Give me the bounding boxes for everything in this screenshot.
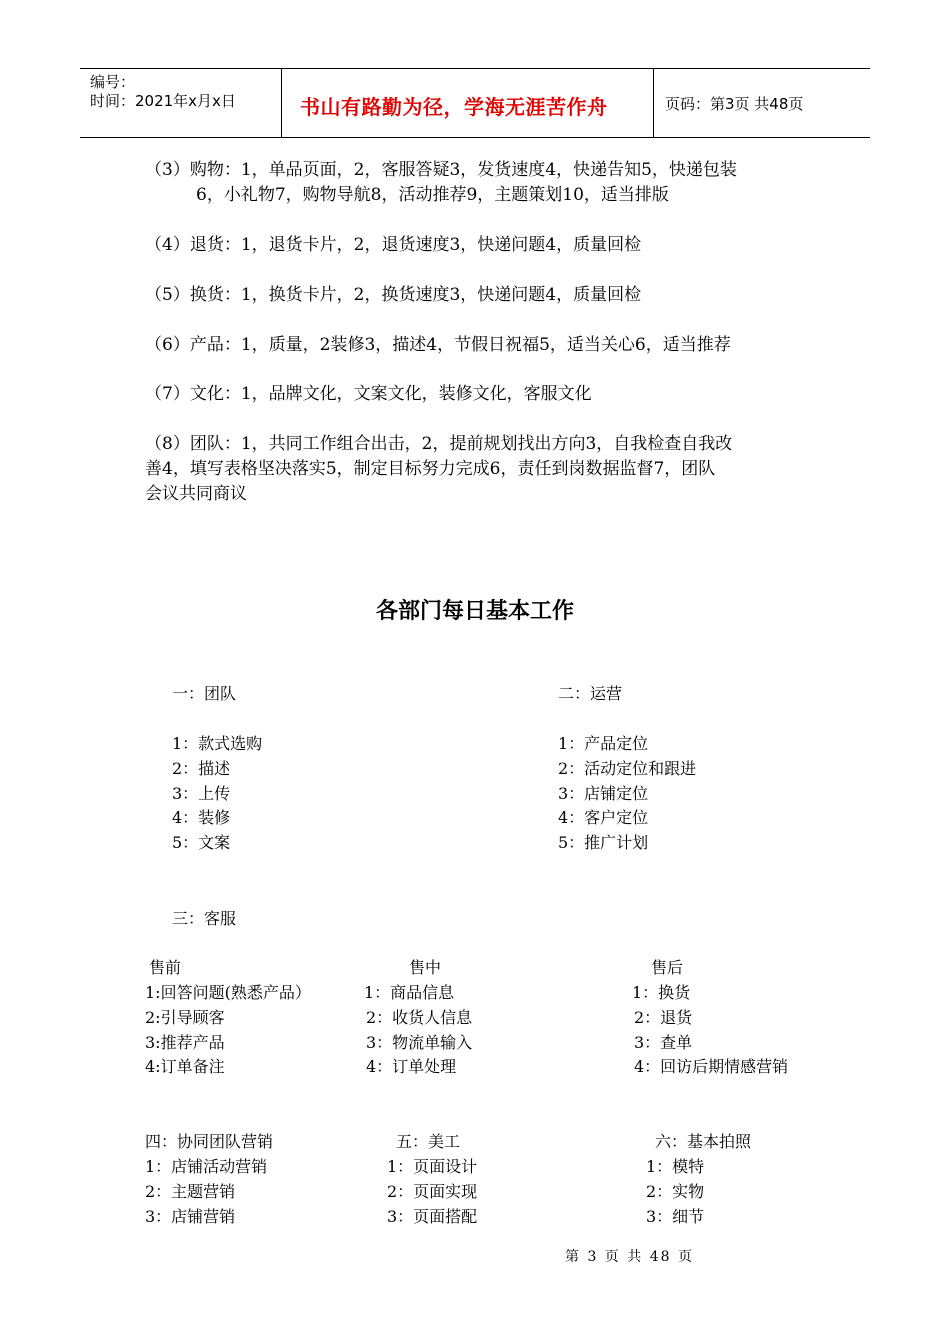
paragraph-product: （6）产品：1，质量，2装修3，描述4，节假日祝福5，适当关心6，适当推荐 — [145, 335, 731, 355]
list-item: 3：上传 — [172, 784, 231, 803]
section-title: 各部门每日基本工作 — [375, 599, 574, 624]
aftersale-heading: 售后 — [651, 958, 684, 977]
customer-service-heading: 三：客服 — [172, 909, 237, 928]
list-item: 1：模特 — [646, 1157, 705, 1176]
page-footer: 第 3 页 共 48 页 — [565, 1249, 694, 1265]
list-item: 2：描述 — [172, 759, 231, 778]
list-item: 3：店铺营销 — [145, 1207, 236, 1226]
list-item: 5：推广计划 — [558, 833, 649, 852]
list-item: 1:回答问题(熟悉产品） — [145, 983, 311, 1002]
list-item: 2：页面实现 — [387, 1182, 478, 1201]
design-heading: 五：美工 — [396, 1132, 461, 1151]
list-item: 2：活动定位和跟进 — [558, 759, 697, 778]
paragraph-exchange: （5）换货：1，换货卡片，2，换货速度3，快递问题4，质量回检 — [145, 285, 642, 305]
paragraph-shopping: （3）购物：1，单品页面，2，客服答疑3，发货速度4，快递告知5，快递包装 — [145, 160, 737, 180]
list-item: 4:订单备注 — [145, 1057, 225, 1076]
paragraph-returns: （4）退货：1，退货卡片，2，退货速度3，快递问题4，质量回检 — [145, 235, 642, 255]
list-item: 5：文案 — [172, 833, 231, 852]
paragraph-shopping-cont: 6，小礼物7，购物导航8，活动推荐9，主题策划10，适当排版 — [196, 185, 669, 205]
insale-heading: 售中 — [409, 958, 442, 977]
marketing-heading: 四：协同团队营销 — [145, 1132, 274, 1151]
team-heading: 一：团队 — [172, 684, 237, 703]
list-item: 1：款式选购 — [172, 734, 263, 753]
list-item: 3：查单 — [634, 1033, 693, 1052]
list-item: 3：页面搭配 — [387, 1207, 478, 1226]
header-divider — [653, 69, 654, 137]
list-item: 3：店铺定位 — [558, 784, 649, 803]
list-item: 1：商品信息 — [364, 983, 455, 1002]
list-item: 4：客户定位 — [558, 808, 649, 827]
list-item: 2：主题营销 — [145, 1182, 236, 1201]
presale-heading: 售前 — [149, 958, 182, 977]
list-item: 2：收货人信息 — [366, 1008, 473, 1027]
operations-heading: 二：运营 — [558, 684, 623, 703]
paragraph-team-cont: 会议共同商议 — [145, 484, 247, 504]
header-motto: 书山有路勤为径，学海无涯苦作舟 — [300, 95, 608, 119]
list-item: 1：店铺活动营销 — [145, 1157, 268, 1176]
document-number-label: 编号： — [90, 73, 136, 91]
list-item: 1：换货 — [632, 983, 691, 1002]
list-item: 3:推荐产品 — [145, 1033, 225, 1052]
paragraph-culture: （7）文化：1，品牌文化，文案文化，装修文化，客服文化 — [145, 384, 592, 404]
list-item: 2：退货 — [634, 1008, 693, 1027]
list-item: 4：订单处理 — [366, 1057, 457, 1076]
header-page-label: 页码：第3页 共48页 — [665, 95, 804, 113]
photo-heading: 六：基本拍照 — [655, 1132, 752, 1151]
page-header — [80, 68, 870, 138]
list-item: 1：页面设计 — [387, 1157, 478, 1176]
list-item: 4：回访后期情感营销 — [634, 1057, 789, 1076]
list-item: 3：细节 — [646, 1207, 705, 1226]
paragraph-team: （8）团队：1，共同工作组合出击，2，提前规划找出方向3，自我检查自我改 — [145, 434, 733, 454]
paragraph-team-cont: 善4，填写表格坚决落实5，制定目标努力完成6，责任到岗数据监督7，团队 — [145, 459, 716, 479]
list-item: 1：产品定位 — [558, 734, 649, 753]
list-item: 3：物流单输入 — [366, 1033, 473, 1052]
header-divider — [281, 69, 282, 137]
list-item: 4：装修 — [172, 808, 231, 827]
document-time-label: 时间：2021年x月x日 — [90, 92, 236, 110]
list-item: 2:引导顾客 — [145, 1008, 225, 1027]
list-item: 2：实物 — [646, 1182, 705, 1201]
